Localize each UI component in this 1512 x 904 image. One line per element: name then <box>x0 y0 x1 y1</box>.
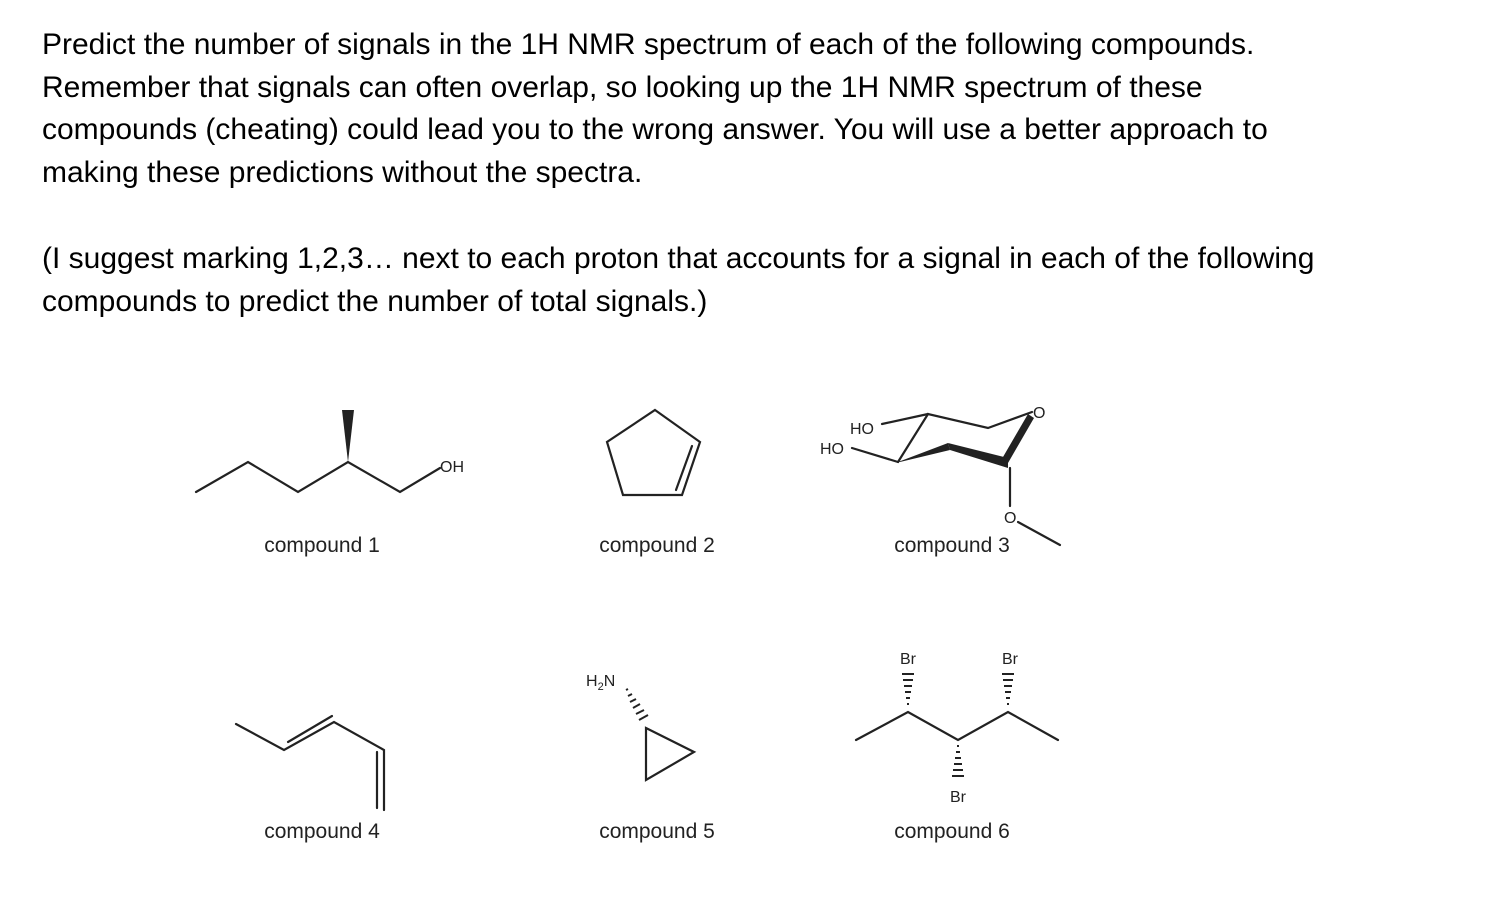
compound-6-skeleton <box>856 712 1058 740</box>
compound-3-structure <box>820 405 1060 557</box>
compound-3-caption: compound 3 <box>894 534 1010 557</box>
compound-2-structure <box>599 410 715 557</box>
compound-1-oh-label: OH <box>440 459 464 476</box>
compound-5-amine-label: $H_2N$ <box>586 673 616 693</box>
compound-3-methyl-bond <box>1018 522 1060 545</box>
compound-1-skeleton <box>196 462 440 492</box>
text-line: compounds (cheating) could lead you to the wrong answer. You will use a better approach to <box>42 113 1268 146</box>
compound-6-hashed-bond-3 <box>952 746 964 776</box>
compound-3-ho-left-label: HO <box>820 441 844 458</box>
compound-3-bold-front-bond <box>948 443 1008 468</box>
compound-4-double-bond-1 <box>288 716 332 742</box>
text-line: making these predictions without the spectra. <box>42 155 643 189</box>
compound-3-bold-front-bond <box>898 443 950 462</box>
compound-1-structure <box>196 410 464 557</box>
compound-3-ho-bond-top <box>882 414 928 424</box>
text-line: Remember that signals can often overlap, so looking up the 1H NMR spectrum of these <box>42 70 1203 104</box>
text-line: compounds to predict the number of total signals.) <box>42 284 708 318</box>
compound-5-cyclopropane-ring <box>646 728 694 780</box>
compound-3-ho-bond-left <box>852 448 898 462</box>
compound-6-hashed-bond-2 <box>1002 674 1014 704</box>
compound-6-hashed-bond-1 <box>902 674 914 704</box>
compound-4-skeleton <box>236 722 384 810</box>
compound-4-structure <box>236 716 384 843</box>
compound-2-ring <box>607 410 700 495</box>
compound-6-br-label: Br <box>1002 651 1018 668</box>
text-line: Predict the number of signals in the 1H NMR spectrum of each of the following compounds. <box>42 28 1255 61</box>
text-line: (I suggest marking 1,2,3… next to each proton that accounts for a signal in each of the following <box>42 242 1315 275</box>
compound-3-ho-top-label: HO <box>850 421 874 438</box>
compound-6-caption: compound 6 <box>894 820 1010 843</box>
compound-5-hashed-bond <box>626 689 648 720</box>
compound-6-br-label: Br <box>950 789 966 806</box>
compound-3-ring-oxygen-label: O <box>1033 405 1046 422</box>
compound-3-methoxy-oxygen-label: O <box>1004 510 1017 527</box>
compound-2-caption: compound 2 <box>599 534 715 557</box>
compound-6-structure <box>856 651 1058 843</box>
compound-1-caption: compound 1 <box>264 534 380 557</box>
compound-6-br-label: Br <box>900 651 916 668</box>
compound-4-caption: compound 4 <box>264 820 380 843</box>
compound-5-structure <box>586 673 715 843</box>
compound-2-double-bond <box>676 446 692 490</box>
compound-1-wedge-bond <box>342 410 354 462</box>
compound-5-caption: compound 5 <box>599 820 715 843</box>
